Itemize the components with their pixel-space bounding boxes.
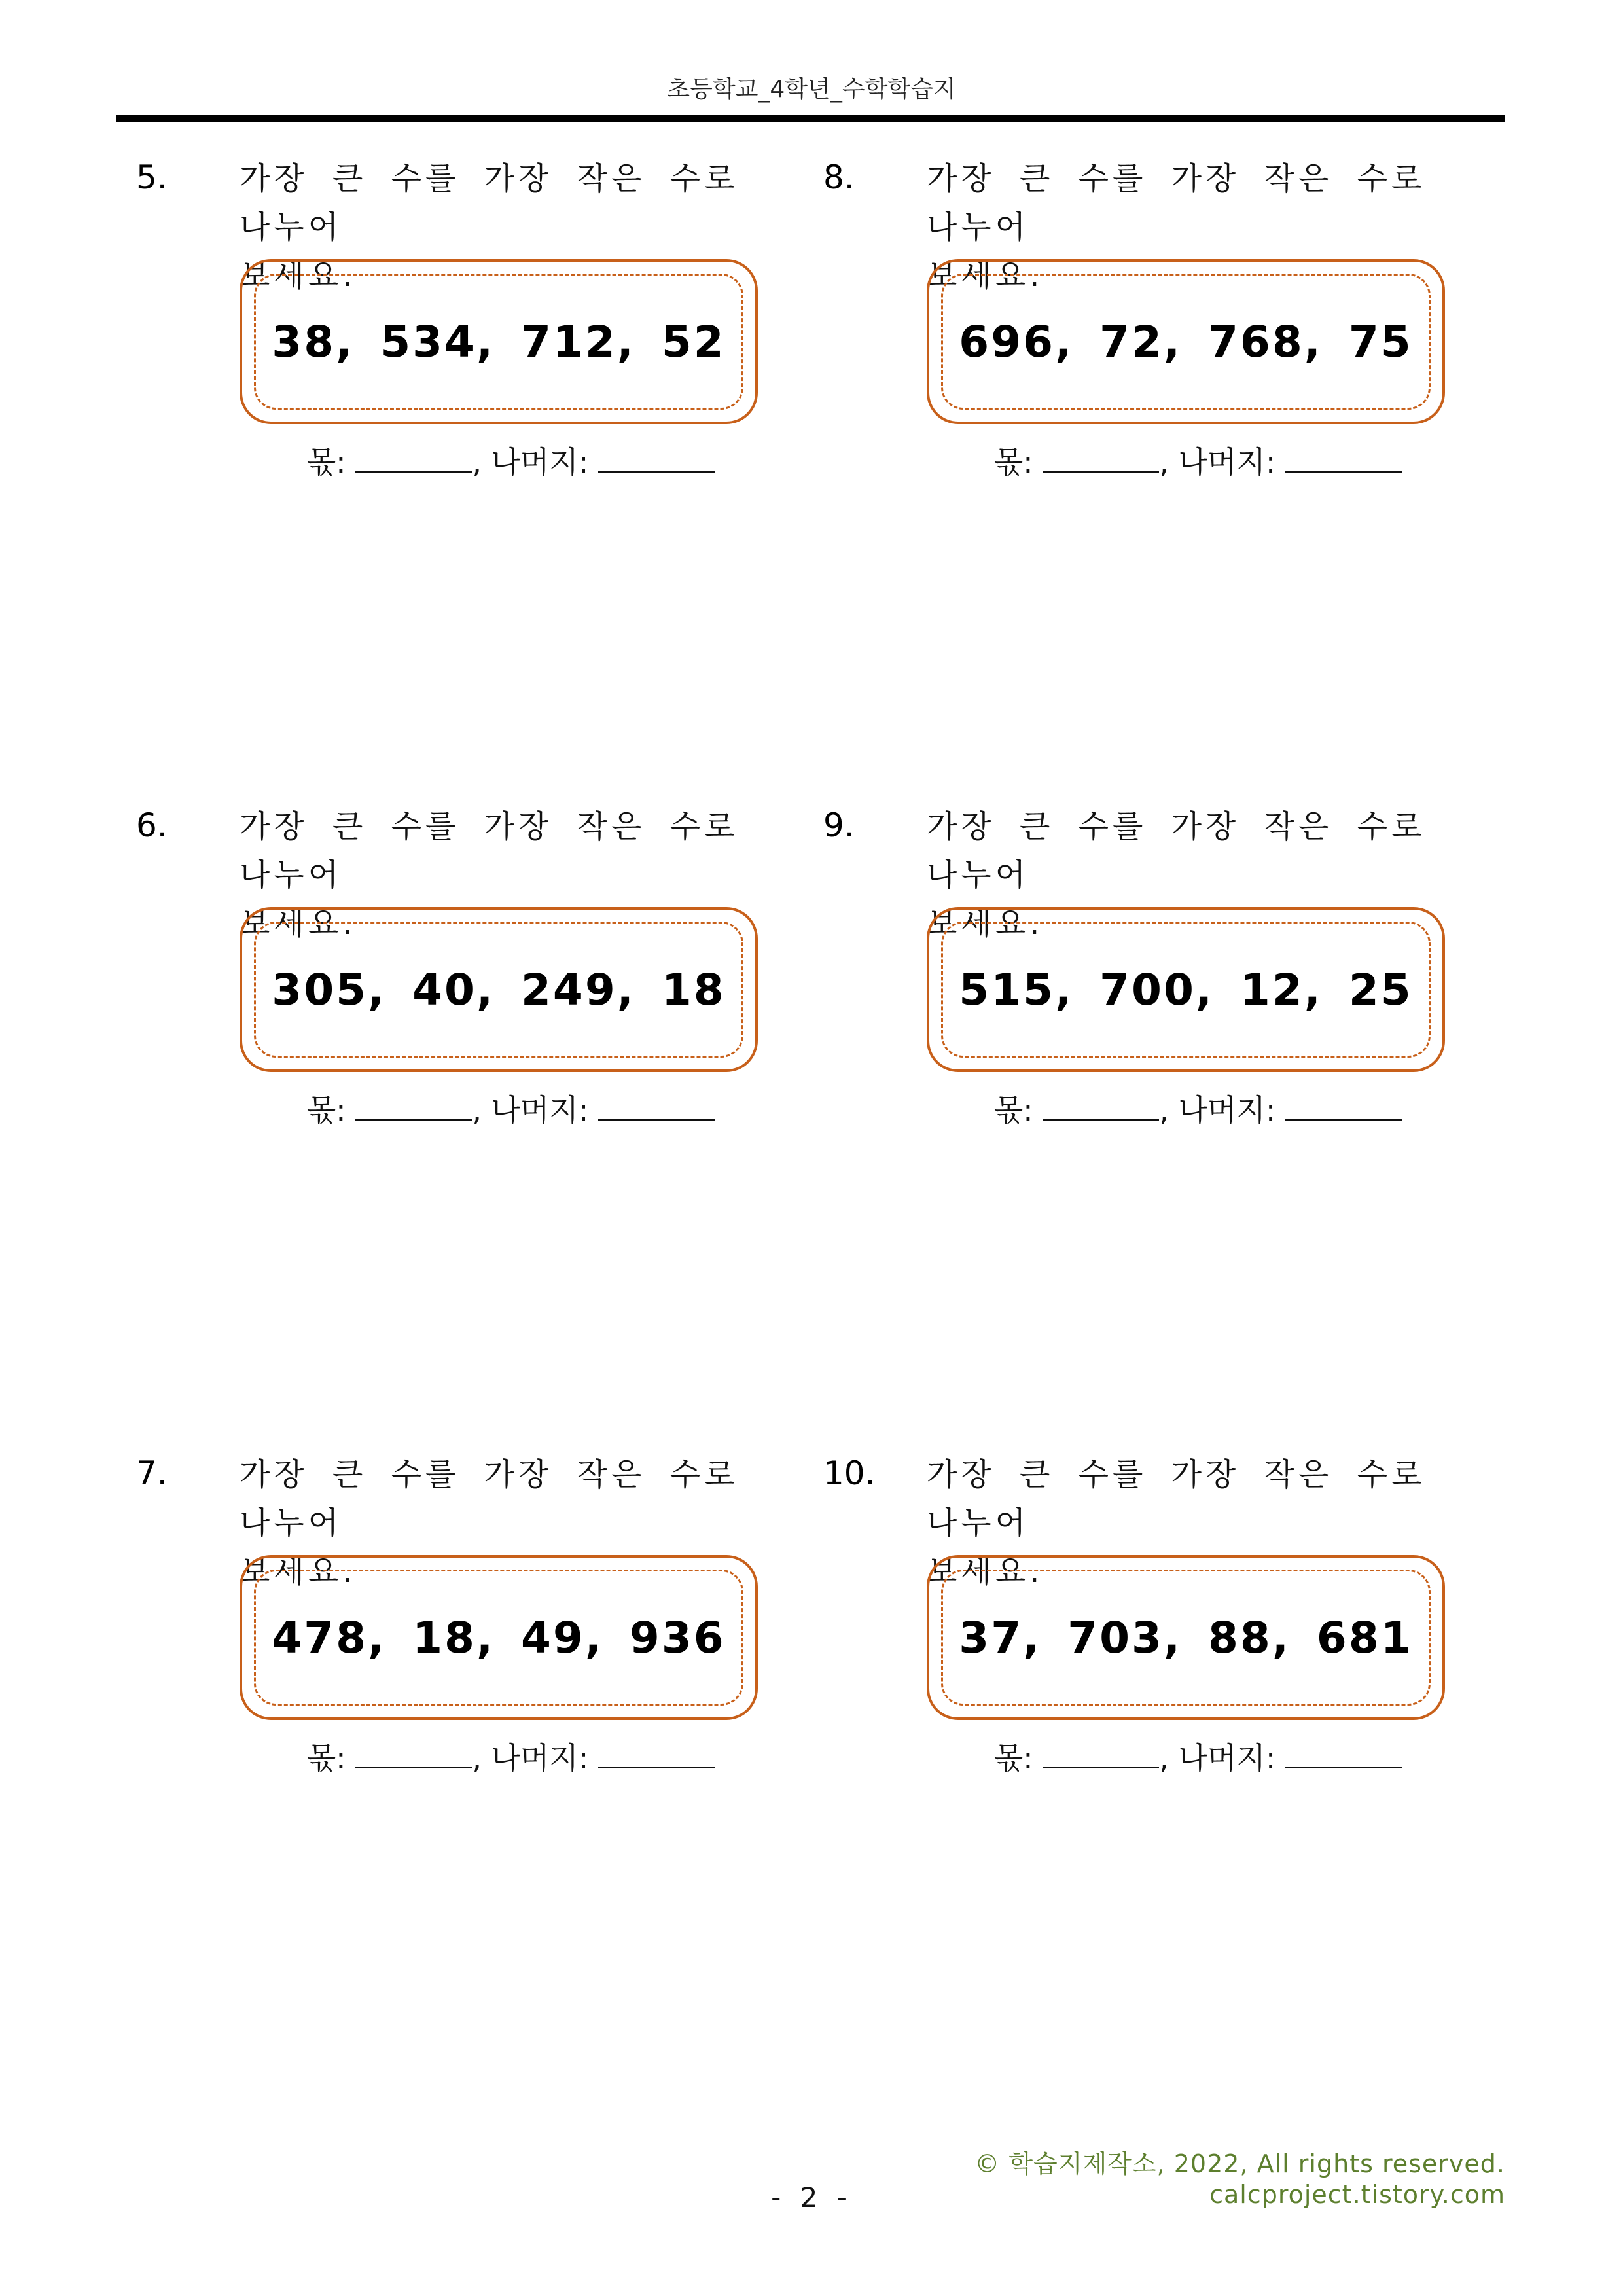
quotient-label: 몫: (306, 1092, 346, 1128)
number-box (927, 1555, 1445, 1720)
instruction-line-1: 가장 큰 수를 가장 작은 수로 나누어 (927, 1456, 1426, 1541)
instruction-line-2: 보세요. (240, 1553, 357, 1590)
problem-number: 6. (136, 806, 168, 844)
remainder-label: 나머지: (1178, 444, 1276, 480)
instruction-line-1: 가장 큰 수를 가장 작은 수로 나누어 (927, 160, 1426, 245)
answer-separator: , (1159, 444, 1169, 480)
problem-numbers: 515, 700, 12, 25 (959, 964, 1413, 1015)
quotient-blank[interactable] (1043, 446, 1159, 473)
problem-10 (806, 1427, 1426, 1776)
answer-separator: , (472, 1092, 482, 1128)
footer-copyright: © 학습지제작소, 2022, All rights reserved. (974, 2149, 1505, 2178)
remainder-label: 나머지: (491, 444, 589, 480)
number-box (240, 907, 758, 1072)
quotient-label: 몫: (306, 444, 346, 480)
instruction-line-2: 보세요. (240, 905, 357, 942)
instruction-line-1: 가장 큰 수를 가장 작은 수로 나누어 (240, 1456, 739, 1541)
number-box (240, 259, 758, 424)
quotient-label: 몫: (993, 1092, 1033, 1128)
quotient-label: 몫: (306, 1740, 346, 1776)
answer-line (307, 1086, 715, 1130)
problem-7 (119, 1427, 739, 1776)
header-rule (116, 115, 1505, 122)
instruction-line-1: 가장 큰 수를 가장 작은 수로 나누어 (240, 160, 739, 245)
problem-number: 5. (136, 158, 168, 196)
problem-number: 9. (823, 806, 855, 844)
answer-separator: , (472, 1740, 482, 1776)
page-header-title: 초등학교_4학년_수학학습지 (667, 76, 956, 103)
quotient-label: 몫: (993, 444, 1033, 480)
problem-numbers: 696, 72, 768, 75 (959, 316, 1413, 367)
quotient-blank[interactable] (355, 446, 472, 473)
remainder-label: 나머지: (1178, 1740, 1276, 1776)
problem-9 (806, 779, 1426, 1128)
remainder-label: 나머지: (1178, 1092, 1276, 1128)
answer-separator: , (1159, 1740, 1169, 1776)
number-box-inner (254, 922, 743, 1058)
problem-numbers: 305, 40, 249, 18 (272, 964, 726, 1015)
instruction-line-2: 보세요. (240, 257, 357, 294)
number-box-inner (941, 1570, 1431, 1706)
quotient-blank[interactable] (355, 1094, 472, 1121)
problem-numbers: 478, 18, 49, 936 (272, 1612, 726, 1663)
remainder-blank[interactable] (1285, 1742, 1402, 1768)
remainder-blank[interactable] (598, 1094, 715, 1121)
page-number: - 2 - (771, 2181, 852, 2214)
problem-8 (806, 131, 1426, 480)
problem-numbers: 38, 534, 712, 52 (272, 316, 726, 367)
quotient-blank[interactable] (1043, 1094, 1159, 1121)
instruction-line-2: 보세요. (927, 1553, 1044, 1590)
quotient-blank[interactable] (355, 1742, 472, 1768)
instruction-line-1: 가장 큰 수를 가장 작은 수로 나누어 (240, 808, 739, 893)
instruction-line-2: 보세요. (927, 257, 1044, 294)
answer-line (307, 439, 715, 482)
number-box-inner (254, 274, 743, 410)
problem-6 (119, 779, 739, 1128)
problem-numbers: 37, 703, 88, 681 (959, 1612, 1413, 1663)
problem-number: 7. (136, 1454, 168, 1492)
problem-number: 10. (823, 1454, 876, 1492)
quotient-label: 몫: (993, 1740, 1033, 1776)
answer-line (994, 1086, 1402, 1130)
remainder-blank[interactable] (1285, 446, 1402, 473)
number-box (927, 907, 1445, 1072)
remainder-label: 나머지: (491, 1092, 589, 1128)
quotient-blank[interactable] (1043, 1742, 1159, 1768)
answer-separator: , (472, 444, 482, 480)
remainder-blank[interactable] (598, 446, 715, 473)
number-box-inner (941, 922, 1431, 1058)
footer-url: calcproject.tistory.com (1209, 2180, 1505, 2209)
remainder-label: 나머지: (491, 1740, 589, 1776)
problem-number: 8. (823, 158, 855, 196)
remainder-blank[interactable] (1285, 1094, 1402, 1121)
number-box-inner (254, 1570, 743, 1706)
instruction-line-1: 가장 큰 수를 가장 작은 수로 나누어 (927, 808, 1426, 893)
answer-line (994, 439, 1402, 482)
remainder-blank[interactable] (598, 1742, 715, 1768)
answer-separator: , (1159, 1092, 1169, 1128)
number-box (240, 1555, 758, 1720)
number-box-inner (941, 274, 1431, 410)
problem-5 (119, 131, 739, 480)
answer-line (994, 1734, 1402, 1778)
answer-line (307, 1734, 715, 1778)
number-box (927, 259, 1445, 424)
instruction-line-2: 보세요. (927, 905, 1044, 942)
